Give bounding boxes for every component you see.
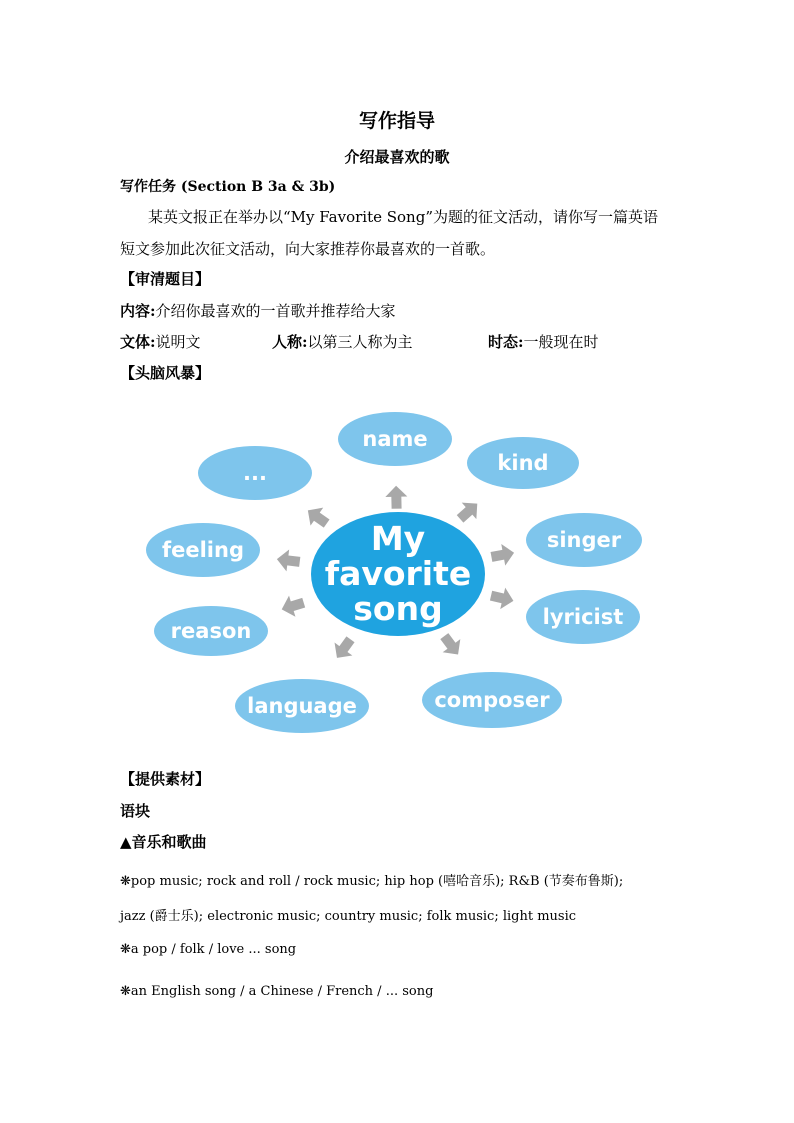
page-title: 写作指导	[358, 110, 435, 132]
node-label: name	[362, 427, 428, 451]
brainstorm-diagram	[140, 402, 660, 742]
content-row	[120, 300, 396, 321]
materials-line-3: ❋a pop / folk / love ... song	[120, 942, 297, 957]
node-name	[338, 412, 452, 466]
center-group	[311, 512, 485, 636]
node-label: feeling	[161, 538, 245, 562]
task-heading: 写作任务 (Section B 3a & 3b)	[120, 179, 336, 195]
task-line-2: 短文参加此次征文活动，向大家推荐你最喜欢的一首歌。	[120, 240, 496, 258]
person-value: 以第三人称为主	[307, 333, 413, 351]
materials-line-4: ❋an English song / a Chinese / French / ... song	[120, 984, 434, 999]
page-subtitle: 介绍最喜欢的歌	[344, 148, 450, 166]
node-label: reason	[170, 619, 252, 643]
center-label-line: favorite	[324, 554, 472, 593]
node-reason	[154, 606, 268, 656]
task-line-1: 某英文报正在举办以“My Favorite Song”为题的征文活动，请你写一篇英语	[148, 208, 658, 226]
node-label: ...	[243, 461, 267, 485]
arrow-1	[453, 495, 485, 527]
materials-line-2: jazz (爵士乐); electronic music; country music; folk music; light music	[120, 909, 577, 924]
materials-line-1: ❋pop music; rock and roll / rock music; hip hop (嘻哈音乐); R&B (节奏布鲁斯);	[120, 874, 624, 889]
node-singer	[526, 513, 642, 567]
arrow-6	[278, 592, 306, 620]
node-feeling	[146, 523, 260, 577]
tense-row	[488, 331, 599, 352]
node-lyricist	[526, 590, 640, 644]
node-label: language	[247, 694, 357, 718]
node-kind	[467, 437, 579, 489]
materials-topic: ▲音乐和歌曲	[120, 833, 207, 851]
arrow-4	[436, 630, 467, 662]
node-more	[198, 446, 312, 500]
node-label: singer	[546, 528, 622, 552]
genre-row	[120, 331, 201, 352]
analysis-heading: 【审清题目】	[120, 270, 211, 288]
tense-label: 时态:	[488, 333, 524, 351]
person-label: 人称:	[272, 333, 308, 351]
materials-subheading: 语块	[120, 802, 151, 820]
center-label-line: My	[370, 519, 426, 558]
arrow-2	[489, 542, 516, 568]
node-label: kind	[497, 451, 549, 475]
arrow-5	[328, 633, 359, 665]
arrow-8	[302, 501, 333, 532]
arrow-3	[489, 585, 516, 612]
content-value: 介绍你最喜欢的一首歌并推荐给大家	[155, 302, 396, 320]
arrow-7	[276, 548, 302, 573]
person-row	[272, 331, 413, 352]
center-label-line: song	[353, 589, 443, 628]
node-language	[235, 679, 369, 733]
arrow-0	[385, 485, 408, 508]
tense-value: 一般现在时	[523, 333, 599, 351]
genre-label: 文体:	[120, 333, 156, 351]
node-label: composer	[434, 688, 550, 712]
node-composer	[422, 672, 562, 728]
node-label: lyricist	[542, 605, 624, 629]
mind-map	[140, 402, 660, 742]
genre-value: 说明文	[155, 333, 201, 351]
brainstorm-heading: 【头脑风暴】	[120, 364, 211, 382]
materials-heading: 【提供素材】	[120, 770, 211, 788]
content-label: 内容:	[120, 302, 156, 320]
